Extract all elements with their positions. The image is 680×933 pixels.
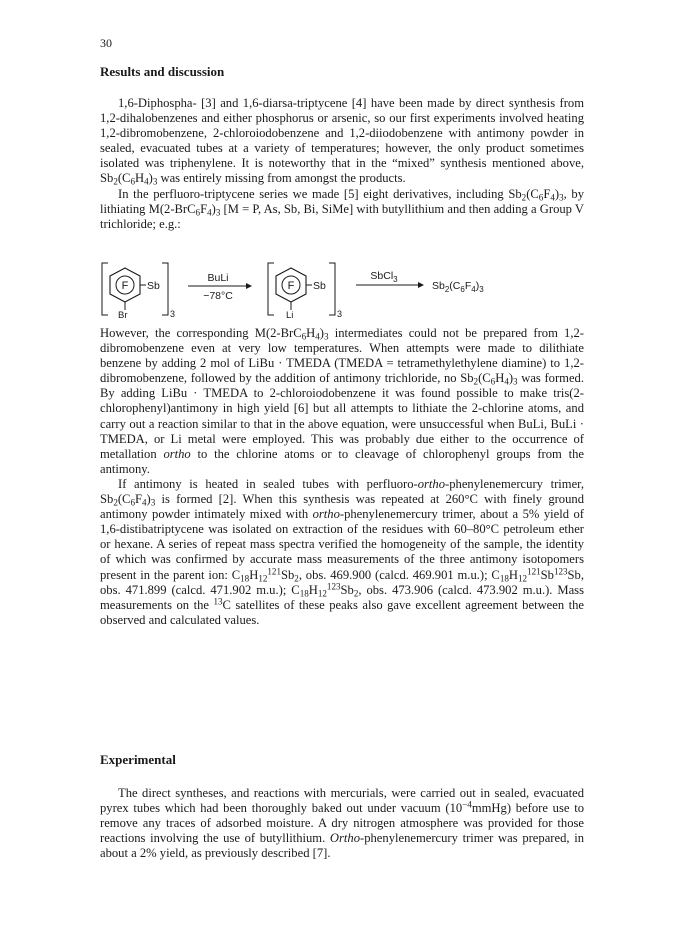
substituent-br: Br <box>118 310 128 320</box>
results-text-bottom <box>100 326 584 628</box>
ring-label: F <box>287 280 295 292</box>
reagent-1: BuLi <box>207 272 229 284</box>
right-bracket-2 <box>329 263 335 315</box>
left-bracket <box>102 263 108 315</box>
results-heading: Results and discussion <box>100 64 225 79</box>
page-number: 30 <box>100 36 112 50</box>
subscript-n: 3 <box>337 309 343 319</box>
experimental-heading: Experimental <box>100 752 176 767</box>
experimental-text <box>100 786 584 861</box>
right-bracket <box>162 263 168 315</box>
paragraph-3: However, the corresponding $M(2-BrC_6H_4)_3$ intermediates could not be prepared from 1,2-dibromobenzene even at very low temperatures. When attempts were made to dilithiate benzene by adding 2 mol of LiBu · TMEDA (TMEDA = tetramethylethylene diamine) to 1,2-dibromobenzene, followed by the addition of antimony trichloride, no $Sb_2(C_6H_4)_3$ was formed. By adding LiBu · TMEDA to 2-chloroiodobenzene it was found possible to make tris(2-chlorophenyl)antimony in high yield [6] but all attempts to lithiate the 2-chlorine atoms, and carry out a reaction similar to that in the above equation, were unsuccessful when BuLi, BuLi · TMEDA, or Li metal were employed. This was probably due either to the occurrence of metallation ortho to the chlorine atoms or to cleavage of chlorophenyl groups from the antimony. <box>100 326 584 476</box>
paragraph-1: 1,6-Diphospha- [3] and 1,6-diarsa-triptycene [4] have been made by direct synthesis from 1,2-dihalobenzenes and either phosphorus or arsenic, so our first experiments involved heating 1,2-dibromobenzene, 2-chloroiodobenzene and 1,2-diiodobenzene with antimony powder in sealed, evacuated tubes at a variety of temperatures; however, the only product sometimes isolated was triphenylene. It is noteworthy that in the “mixed” synthesis mentioned above, $Sb_2(C_6H_4)_3$ was entirely missing from amongst the products. <box>100 96 584 187</box>
paragraph-4: If antimony is heated in sealed tubes with perfluoro-ortho-phenylenemercury trimer, $Sb_2(C_6F_4)_3$ is formed [2]. When this synthesis was repeated at 260°C with finely ground antimony powder intimately mixed with ortho-phenylenemercury trimer, about a 5% yield of 1,6-distibatriptycene was isolated on extraction of the residues with 60–80°C petroleum ether or hexane. A series of repeat mass spectra verified the homogeneity of the sample, the identity of which was confirmed by accurate mass measurements of the three antimony isotopomers present in the parent ion: $C_{18}H_{12}^{121}Sb_2$, obs. 469.900 (calcd. 469.901 m.u.); $C_{18}H_{12}^{121}Sb^{123}Sb$, obs. 471.899 (calcd. 471.902 m.u.); $C_{18}H_{12}^{123}Sb_2$, obs. 473.906 (calcd. 473.902 m.u.). Mass measurements on the $^{13}$C satellites of these peaks also gave excellent agreement between the observed and calculated values. <box>100 476 585 627</box>
results-text-top <box>100 96 584 232</box>
element-label: Sb <box>147 280 160 292</box>
substituent-li: Li <box>286 310 294 320</box>
ring-label: F <box>121 280 129 292</box>
reaction-scheme <box>100 260 584 320</box>
left-bracket-2 <box>268 263 274 315</box>
element-label: Sb <box>313 280 326 292</box>
arrow-2-head-icon <box>418 282 424 288</box>
paragraph-5: The direct syntheses, and reactions with mercurials, were carried out in sealed, evacuated pyrex tubes which had been thoroughly baked out under vacuum $(10^{-4}mmHg)$ before use to remove any traces of adsorbed moisture. A dry nitrogen atmosphere was provided for those reactions involving the use of butyllithium. Ortho-phenylenemercury trimer was prepared, in about a 2% yield, as previously described [7]. <box>100 786 584 861</box>
paragraph-2: In the perfluoro-triptycene series we made [5] eight derivatives, including $Sb_2(C_6F_4)_3$, by lithiating $M(2-BrC_6F_4)_3$ [M = P, As, Sb, Bi, SiMe] with butyllithium and then adding a Group V trichloride; e.g.: <box>100 186 585 231</box>
arrow-1-head-icon <box>246 283 252 289</box>
subscript-n: 3 <box>170 309 176 319</box>
reagent-2: SbCl$_3$ <box>370 270 398 284</box>
condition-1: −78°C <box>203 290 233 302</box>
product-formula: $Sb_2(C_6F_4)_3$ <box>432 280 484 294</box>
